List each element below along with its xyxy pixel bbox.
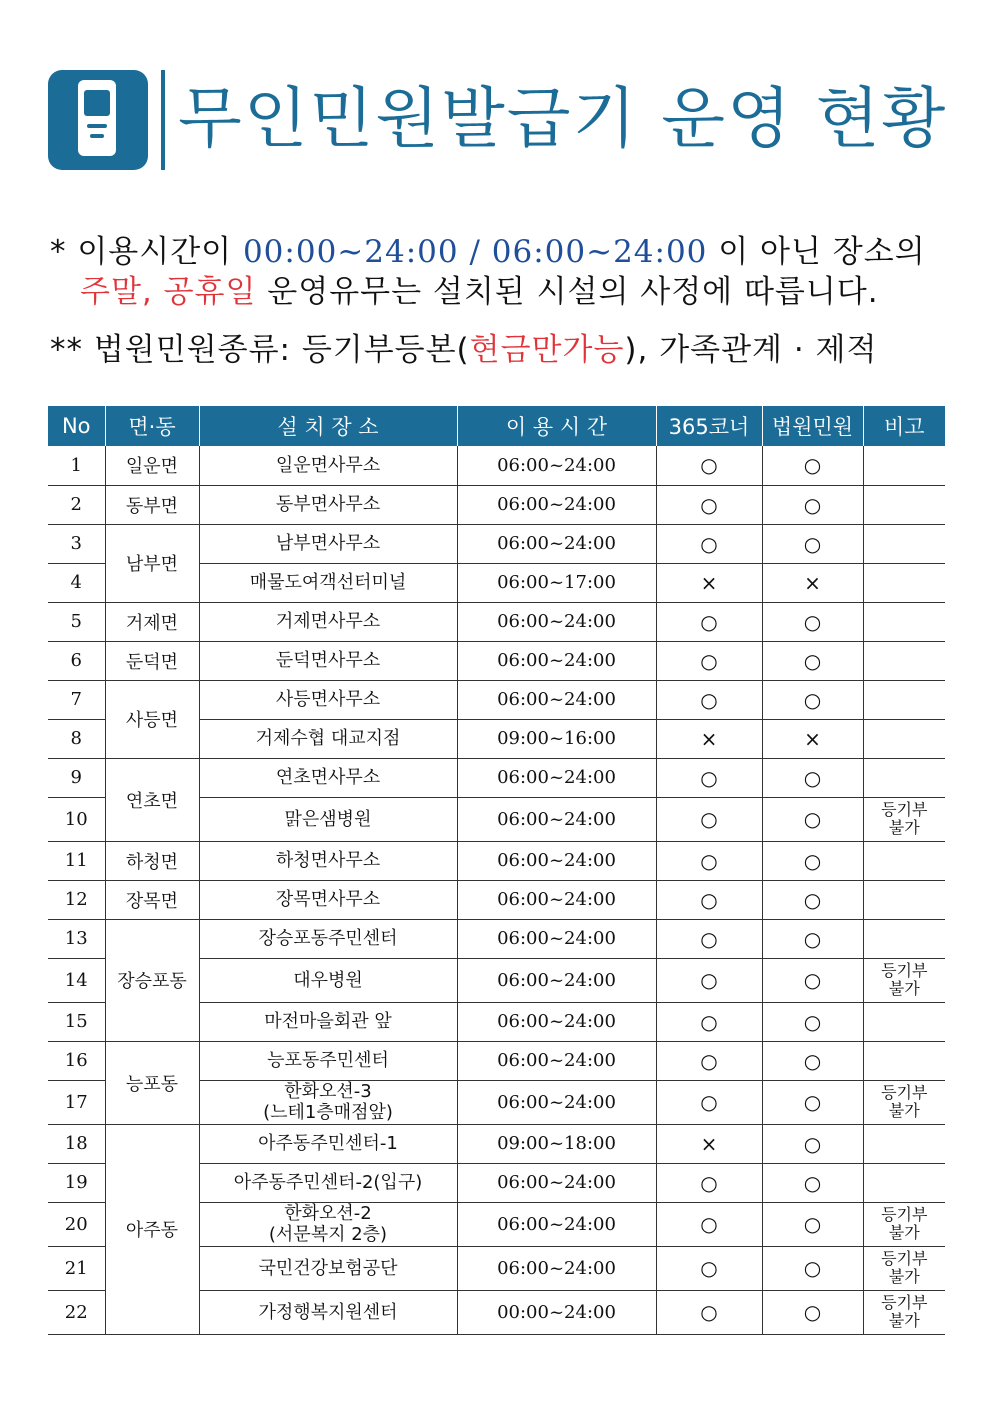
court-service-mark: ○ <box>762 758 863 797</box>
table-row <box>48 919 945 958</box>
court-service-mark: ○ <box>762 958 863 1002</box>
table-row <box>48 602 945 641</box>
hours-cell: 06:00~24:00 <box>457 919 656 958</box>
district-cell: 사등면 <box>105 680 199 758</box>
remarks-cell <box>863 841 945 880</box>
court-service-mark: ○ <box>762 524 863 563</box>
note-text: ), 가족관계 · 제적 <box>624 332 878 368</box>
location-cell: 동부면사무소 <box>199 485 457 524</box>
corner365-mark: ○ <box>656 1290 762 1334</box>
note-text: 운영유무는 설치된 시설의 사정에 따릅니다. <box>256 274 879 310</box>
remarks-cell <box>863 1041 945 1080</box>
location-cell: 아주동주민센터-2(입구) <box>199 1163 457 1202</box>
location-cell: 장승포동주민센터 <box>199 919 457 958</box>
header-court-service: 법원민원 <box>762 406 863 446</box>
row-number: 17 <box>48 1080 105 1124</box>
location-cell: 대우병원 <box>199 958 457 1002</box>
remarks-cell: 등기부 불가 <box>863 1290 945 1334</box>
kiosk-body <box>78 80 116 156</box>
row-number: 13 <box>48 919 105 958</box>
corner365-mark: ○ <box>656 485 762 524</box>
corner365-mark: × <box>656 563 762 602</box>
row-number: 15 <box>48 1002 105 1041</box>
remarks-cell: 등기부 불가 <box>863 1080 945 1124</box>
location-cell: 하청면사무소 <box>199 841 457 880</box>
district-cell: 둔덕면 <box>105 641 199 680</box>
header-hours: 이 용 시 간 <box>457 406 656 446</box>
court-service-mark: ○ <box>762 1041 863 1080</box>
district-cell: 동부면 <box>105 485 199 524</box>
location-cell: 연초면사무소 <box>199 758 457 797</box>
row-number: 21 <box>48 1246 105 1290</box>
district-cell: 능포동 <box>105 1041 199 1124</box>
remarks-cell <box>863 919 945 958</box>
hours-cell: 06:00~24:00 <box>457 841 656 880</box>
row-number: 5 <box>48 602 105 641</box>
remarks-cell: 등기부 불가 <box>863 1246 945 1290</box>
district-cell: 일운면 <box>105 446 199 485</box>
note-line-1 <box>50 232 926 272</box>
kiosk-screen <box>84 90 110 116</box>
corner365-mark: ○ <box>656 1041 762 1080</box>
court-service-mark: ○ <box>762 1290 863 1334</box>
header-remarks: 비고 <box>863 406 945 446</box>
location-cell: 한화오션-2 (서문복지 2층) <box>199 1202 457 1246</box>
remarks-cell: 등기부 불가 <box>863 958 945 1002</box>
hours-cell: 06:00~24:00 <box>457 797 656 841</box>
note-line-3 <box>50 330 877 370</box>
corner365-mark: ○ <box>656 841 762 880</box>
court-service-mark: ○ <box>762 919 863 958</box>
district-cell: 장목면 <box>105 880 199 919</box>
court-service-mark: ○ <box>762 1124 863 1163</box>
location-cell: 매물도여객선터미널 <box>199 563 457 602</box>
header-district: 면·동 <box>105 406 199 446</box>
corner365-mark: ○ <box>656 1163 762 1202</box>
row-number: 4 <box>48 563 105 602</box>
court-service-mark: ○ <box>762 1163 863 1202</box>
row-number: 9 <box>48 758 105 797</box>
location-cell: 남부면사무소 <box>199 524 457 563</box>
table-row <box>48 880 945 919</box>
court-service-mark: ○ <box>762 1002 863 1041</box>
corner365-mark: ○ <box>656 1246 762 1290</box>
remarks-cell: 등기부 불가 <box>863 797 945 841</box>
row-number: 7 <box>48 680 105 719</box>
location-cell: 장목면사무소 <box>199 880 457 919</box>
corner365-mark: ○ <box>656 680 762 719</box>
note-time-range: 00:00~24:00 / 06:00~24:00 <box>242 234 708 270</box>
kiosk-status-table <box>48 406 945 1335</box>
corner365-mark: ○ <box>656 797 762 841</box>
table-row <box>48 841 945 880</box>
location-cell: 가정행복지원센터 <box>199 1290 457 1334</box>
hours-cell: 06:00~24:00 <box>457 485 656 524</box>
row-number: 3 <box>48 524 105 563</box>
note-cash-only: 현금만가능 <box>469 332 625 368</box>
remarks-cell <box>863 880 945 919</box>
kiosk-icon <box>48 70 148 170</box>
district-cell: 연초면 <box>105 758 199 841</box>
title-divider <box>161 70 165 170</box>
district-cell: 아주동 <box>105 1124 199 1334</box>
district-cell: 하청면 <box>105 841 199 880</box>
court-service-mark: ○ <box>762 446 863 485</box>
location-cell: 둔덕면사무소 <box>199 641 457 680</box>
corner365-mark: ○ <box>656 758 762 797</box>
location-cell: 아주동주민센터-1 <box>199 1124 457 1163</box>
court-service-mark: ○ <box>762 1202 863 1246</box>
hours-cell: 06:00~24:00 <box>457 758 656 797</box>
table-row <box>48 641 945 680</box>
kiosk-slot <box>90 134 104 138</box>
note-line-2 <box>80 272 879 312</box>
hours-cell: 06:00~24:00 <box>457 958 656 1002</box>
corner365-mark: ○ <box>656 1002 762 1041</box>
remarks-cell <box>863 524 945 563</box>
hours-cell: 09:00~18:00 <box>457 1124 656 1163</box>
row-number: 11 <box>48 841 105 880</box>
header-location: 설 치 장 소 <box>199 406 457 446</box>
kiosk-slot <box>87 124 107 128</box>
hours-cell: 06:00~24:00 <box>457 1202 656 1246</box>
row-number: 12 <box>48 880 105 919</box>
table-row <box>48 680 945 719</box>
corner365-mark: ○ <box>656 1202 762 1246</box>
location-cell: 거제수협 대교지점 <box>199 719 457 758</box>
court-service-mark: ○ <box>762 641 863 680</box>
corner365-mark: ○ <box>656 919 762 958</box>
hours-cell: 06:00~24:00 <box>457 641 656 680</box>
row-number: 2 <box>48 485 105 524</box>
hours-cell: 09:00~16:00 <box>457 719 656 758</box>
row-number: 6 <box>48 641 105 680</box>
location-cell: 국민건강보험공단 <box>199 1246 457 1290</box>
row-number: 20 <box>48 1202 105 1246</box>
corner365-mark: ○ <box>656 641 762 680</box>
location-cell: 사등면사무소 <box>199 680 457 719</box>
corner365-mark: ○ <box>656 602 762 641</box>
remarks-cell <box>863 680 945 719</box>
header-365-corner: 365코너 <box>656 406 762 446</box>
hours-cell: 00:00~24:00 <box>457 1290 656 1334</box>
district-cell: 거제면 <box>105 602 199 641</box>
location-cell: 한화오션-3 (느테1층매점앞) <box>199 1080 457 1124</box>
location-cell: 맑은샘병원 <box>199 797 457 841</box>
row-number: 18 <box>48 1124 105 1163</box>
note-weekend-holiday: 주말, 공휴일 <box>80 274 257 310</box>
row-number: 1 <box>48 446 105 485</box>
hours-cell: 06:00~24:00 <box>457 1246 656 1290</box>
hours-cell: 06:00~24:00 <box>457 1041 656 1080</box>
table-row <box>48 446 945 485</box>
hours-cell: 06:00~24:00 <box>457 880 656 919</box>
table-row <box>48 524 945 563</box>
table-header-row <box>48 406 945 446</box>
remarks-cell <box>863 485 945 524</box>
remarks-cell <box>863 602 945 641</box>
table-body <box>48 446 945 1334</box>
district-cell: 장승포동 <box>105 919 199 1041</box>
header-no: No <box>48 406 105 446</box>
hours-cell: 06:00~24:00 <box>457 1002 656 1041</box>
court-service-mark: × <box>762 563 863 602</box>
remarks-cell: 등기부 불가 <box>863 1202 945 1246</box>
hours-cell: 06:00~24:00 <box>457 680 656 719</box>
court-service-mark: ○ <box>762 1246 863 1290</box>
corner365-mark: ○ <box>656 524 762 563</box>
corner365-mark: ○ <box>656 958 762 1002</box>
court-service-mark: ○ <box>762 880 863 919</box>
location-cell: 일운면사무소 <box>199 446 457 485</box>
table-row <box>48 1041 945 1080</box>
row-number: 8 <box>48 719 105 758</box>
court-service-mark: ○ <box>762 1080 863 1124</box>
table-row <box>48 1124 945 1163</box>
remarks-cell <box>863 1124 945 1163</box>
remarks-cell <box>863 563 945 602</box>
row-number: 16 <box>48 1041 105 1080</box>
location-cell: 거제면사무소 <box>199 602 457 641</box>
row-number: 10 <box>48 797 105 841</box>
table-row <box>48 758 945 797</box>
location-cell: 마전마을회관 앞 <box>199 1002 457 1041</box>
court-service-mark: ○ <box>762 680 863 719</box>
row-number: 22 <box>48 1290 105 1334</box>
court-service-mark: ○ <box>762 602 863 641</box>
location-cell: 능포동주민센터 <box>199 1041 457 1080</box>
note-text: * 이용시간이 <box>50 234 243 270</box>
table-row <box>48 485 945 524</box>
remarks-cell <box>863 446 945 485</box>
remarks-cell <box>863 1002 945 1041</box>
hours-cell: 06:00~24:00 <box>457 446 656 485</box>
row-number: 14 <box>48 958 105 1002</box>
district-cell: 남부면 <box>105 524 199 602</box>
corner365-mark: × <box>656 1124 762 1163</box>
remarks-cell <box>863 641 945 680</box>
note-text: 이 아닌 장소의 <box>707 234 926 270</box>
corner365-mark: ○ <box>656 446 762 485</box>
hours-cell: 06:00~17:00 <box>457 563 656 602</box>
note-text: ** 법원민원종류: 등기부등본( <box>50 332 470 368</box>
corner365-mark: ○ <box>656 1080 762 1124</box>
remarks-cell <box>863 1163 945 1202</box>
court-service-mark: ○ <box>762 485 863 524</box>
court-service-mark: ○ <box>762 841 863 880</box>
corner365-mark: × <box>656 719 762 758</box>
court-service-mark: ○ <box>762 797 863 841</box>
hours-cell: 06:00~24:00 <box>457 524 656 563</box>
remarks-cell <box>863 719 945 758</box>
hours-cell: 06:00~24:00 <box>457 602 656 641</box>
corner365-mark: ○ <box>656 880 762 919</box>
page-title: 무인민원발급기 운영 현황 <box>178 80 948 157</box>
hours-cell: 06:00~24:00 <box>457 1080 656 1124</box>
hours-cell: 06:00~24:00 <box>457 1163 656 1202</box>
row-number: 19 <box>48 1163 105 1202</box>
court-service-mark: × <box>762 719 863 758</box>
remarks-cell <box>863 758 945 797</box>
